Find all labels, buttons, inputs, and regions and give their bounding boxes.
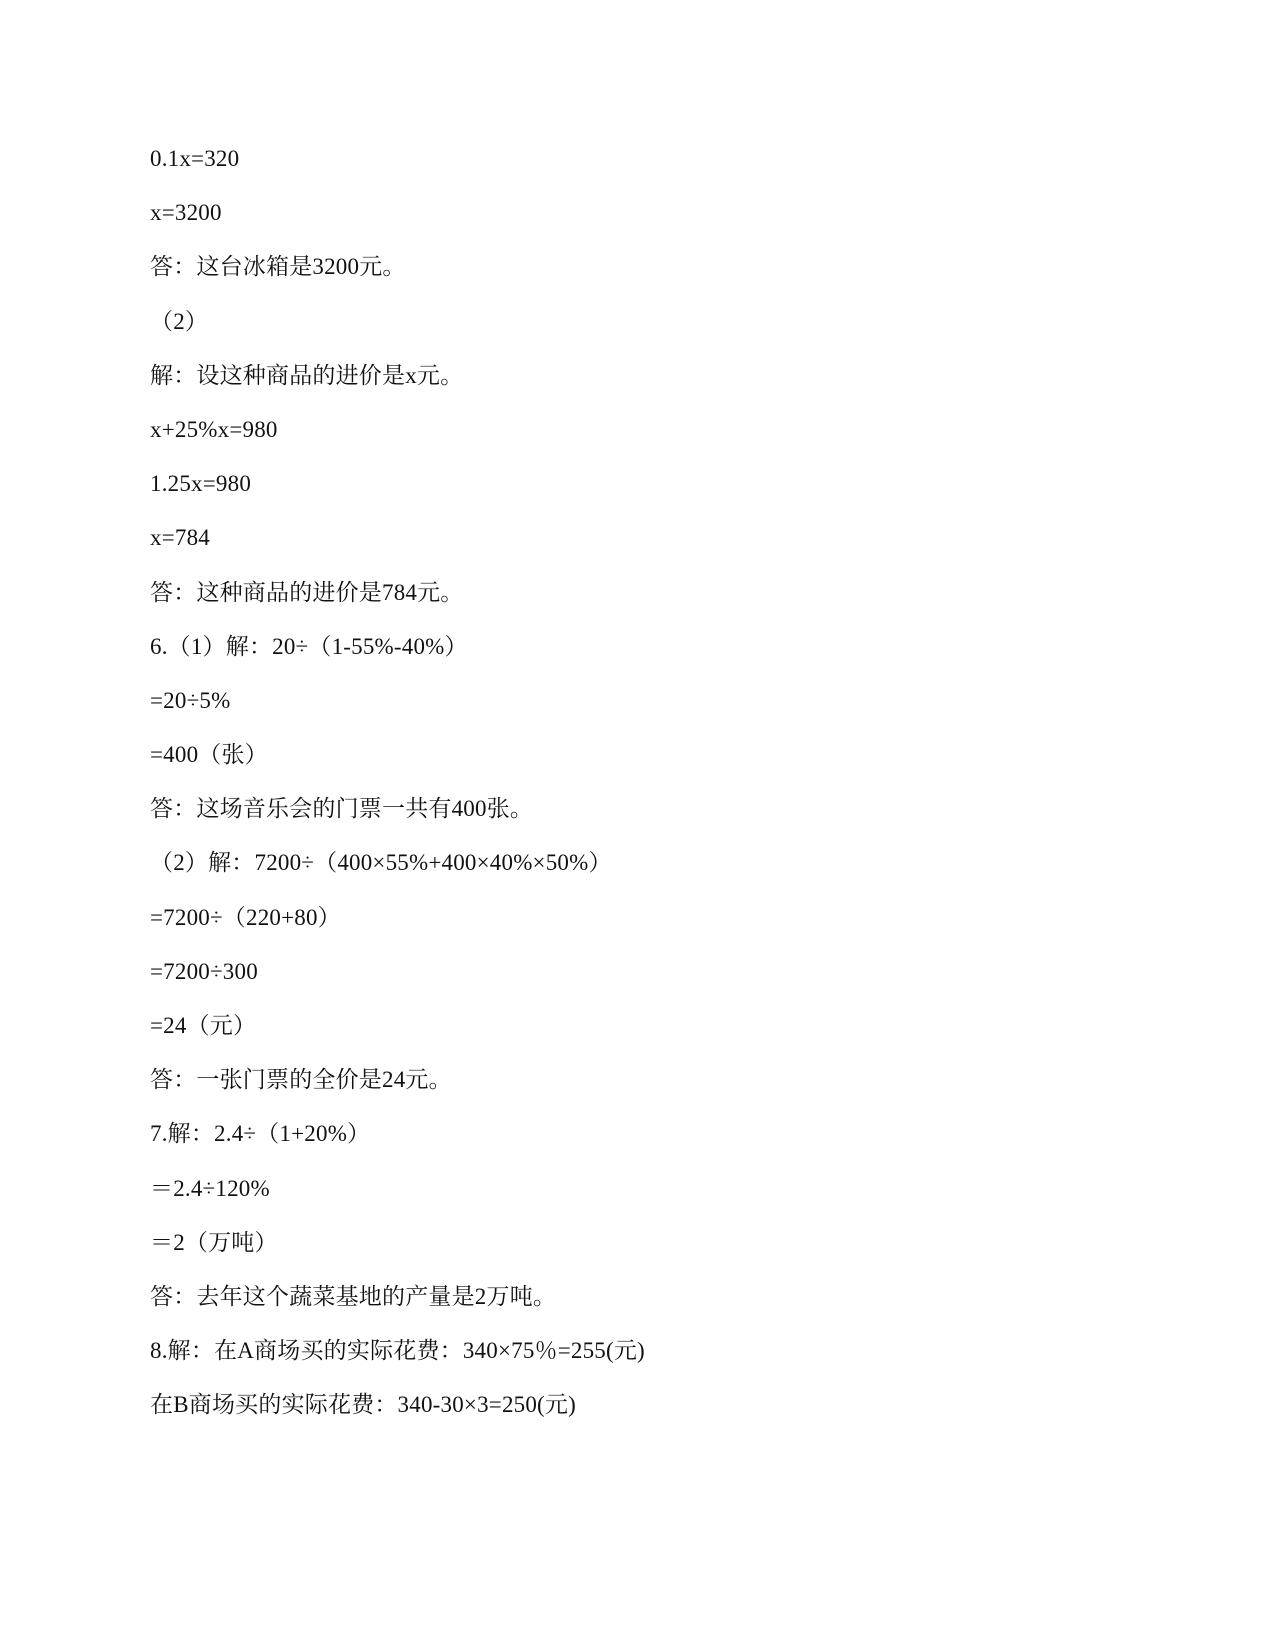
text-line: =20÷5%: [150, 687, 231, 713]
question-6-heading: 6.（1）解：20÷（1-55%-40%）: [150, 633, 468, 659]
text-line: （2）解：7200÷（400×55%+400×40%×50%）: [150, 850, 612, 876]
text-line: x=784: [150, 525, 210, 551]
question-7-heading: 7.解：2.4÷（1+20%）: [150, 1121, 371, 1147]
text-line: 1.25x=980: [150, 471, 252, 497]
solution-text-block: [150, 144, 1150, 1445]
answer-line: 答：这场音乐会的门票一共有400张。: [150, 796, 534, 822]
text-line: =400（张）: [150, 742, 268, 768]
text-line: =24（元）: [150, 1013, 257, 1038]
text-line: ＝2.4÷120%: [150, 1175, 270, 1201]
text-line: x=3200: [150, 200, 222, 226]
text-line: ＝2（万吨）: [150, 1229, 278, 1255]
text-line: x+25%x=980: [150, 416, 278, 442]
text-line: 0.1x=320: [150, 146, 240, 171]
text-line: 在B商场买的实际花费：340-30×3=250(元): [150, 1392, 576, 1418]
answer-line: 答：这种商品的进价是784元。: [150, 579, 464, 605]
subquestion-label: （2）: [150, 308, 209, 334]
text-line: =7200÷（220+80）: [150, 904, 341, 930]
question-8-heading: 8.解：在A商场买的实际花费：340×75％=255(元): [150, 1338, 645, 1364]
text-line: 解：设这种商品的进价是x元。: [150, 362, 464, 388]
answer-line: 答：一张门票的全价是24元。: [150, 1067, 452, 1093]
answer-line: 答：去年这个蔬菜基地的产量是2万吨。: [150, 1283, 557, 1309]
text-line: =7200÷300: [150, 958, 258, 984]
answer-line: 答：这台冰箱是3200元。: [150, 254, 406, 280]
